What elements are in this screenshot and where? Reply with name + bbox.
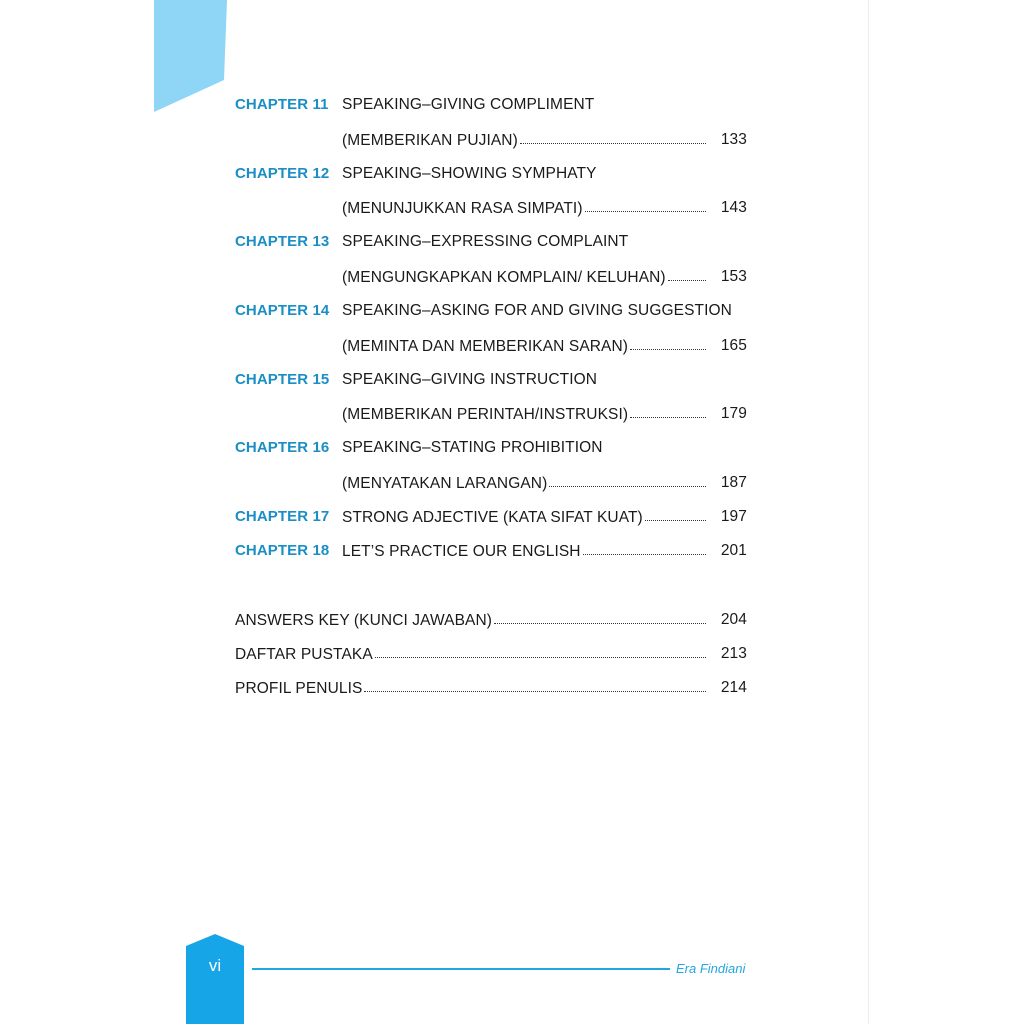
chapter-label: CHAPTER 18 <box>235 542 330 559</box>
toc-entry-text <box>342 128 708 152</box>
page-number-folio: vi <box>208 956 222 975</box>
toc-chapter-row[interactable] <box>0 162 1024 186</box>
toc-page-number: 133 <box>720 131 747 148</box>
toc-chapter-subtitle-row[interactable] <box>0 334 1024 358</box>
dot-leader <box>585 195 706 212</box>
toc-entry-title: (MENUNJUKKAN RASA SIMPATI) <box>342 200 583 217</box>
toc-chapter-row[interactable] <box>0 299 1024 323</box>
toc-page-number: 213 <box>720 645 747 662</box>
toc-chapter-subtitle-row[interactable] <box>0 402 1024 426</box>
toc-entry-text <box>342 334 708 358</box>
chapter-label: CHAPTER 17 <box>235 508 330 525</box>
toc-page-number: 187 <box>720 474 747 491</box>
toc-page-number: 214 <box>720 679 747 696</box>
toc-entry-title: LET’S PRACTICE OUR ENGLISH <box>342 543 581 560</box>
toc-back-matter-row[interactable] <box>0 642 1024 666</box>
toc-entry-text <box>342 265 708 289</box>
toc-page-number: 153 <box>720 268 747 285</box>
toc-page-number: 179 <box>720 405 747 422</box>
toc-entry-title: SPEAKING–SHOWING SYMPHATY <box>342 165 597 182</box>
toc-entry-title: (MEMINTA DAN MEMBERIKAN SARAN) <box>342 338 629 355</box>
toc-entry-title: SPEAKING–GIVING COMPLIMENT <box>342 96 595 113</box>
toc-chapter-subtitle-row[interactable] <box>0 265 1024 289</box>
toc-entry-text <box>235 642 708 666</box>
dot-leader <box>494 607 706 624</box>
footer-author: Era Findiani <box>676 961 746 976</box>
toc-entry-text <box>342 196 708 220</box>
chapter-label: CHAPTER 16 <box>235 439 330 456</box>
toc-entry-title: SPEAKING–STATING PROHIBITION <box>342 439 603 456</box>
toc-entry-text <box>235 608 708 632</box>
chapter-label: CHAPTER 13 <box>235 233 330 250</box>
chapter-label: CHAPTER 14 <box>235 302 330 319</box>
toc-chapter-row[interactable] <box>0 505 1024 529</box>
dot-leader <box>668 264 706 281</box>
toc-chapter-row[interactable] <box>0 230 1024 254</box>
footer-rule <box>252 968 670 970</box>
dot-leader <box>630 401 706 418</box>
toc-chapter-row[interactable] <box>0 539 1024 563</box>
toc-entry-title: DAFTAR PUSTAKA <box>235 646 373 663</box>
toc-page-number: 197 <box>720 508 747 525</box>
dot-leader <box>364 675 706 692</box>
toc-entry-text <box>342 505 708 529</box>
dot-leader <box>645 504 706 521</box>
toc-entry-title: SPEAKING–EXPRESSING COMPLAINT <box>342 233 629 250</box>
toc-entry-title: (MEMBERIKAN PERINTAH/INSTRUKSI) <box>342 406 629 423</box>
toc-entry-title: SPEAKING–ASKING FOR AND GIVING SUGGESTION <box>342 302 732 319</box>
toc-chapter-row[interactable] <box>0 368 1024 392</box>
toc-page-number: 165 <box>720 337 747 354</box>
dot-leader <box>583 538 706 555</box>
toc-chapter-subtitle-row[interactable] <box>0 128 1024 152</box>
toc-back-matter-row[interactable] <box>0 676 1024 700</box>
toc-entry-text <box>342 471 708 495</box>
toc-entry-text <box>342 539 708 563</box>
toc-page-number: 201 <box>720 542 747 559</box>
chapter-label: CHAPTER 11 <box>235 96 329 113</box>
dot-leader <box>375 641 706 658</box>
toc-entry-title: (MENGUNGKAPKAN KOMPLAIN/ KELUHAN) <box>342 269 666 286</box>
toc-chapter-subtitle-row[interactable] <box>0 196 1024 220</box>
toc-entry-title: SPEAKING–GIVING INSTRUCTION <box>342 371 598 388</box>
chapter-label: CHAPTER 12 <box>235 165 330 182</box>
toc-chapter-row[interactable] <box>0 436 1024 460</box>
toc-chapter-subtitle-row[interactable] <box>0 471 1024 495</box>
toc-entry-title: PROFIL PENULIS <box>235 680 363 697</box>
dot-leader <box>630 333 706 350</box>
toc-entry-title: STRONG ADJECTIVE (KATA SIFAT KUAT) <box>342 509 643 526</box>
dot-leader <box>549 470 706 487</box>
dot-leader <box>520 127 706 144</box>
toc-chapter-row[interactable] <box>0 93 1024 117</box>
toc-entry-text <box>235 676 708 700</box>
chapter-label: CHAPTER 15 <box>235 371 330 388</box>
folio-tab-decoration <box>186 934 244 1024</box>
toc-entry-title: (MEMBERIKAN PUJIAN) <box>342 132 518 149</box>
toc-page-number: 143 <box>720 199 747 216</box>
toc-entry-title: (MENYATAKAN LARANGAN) <box>342 475 548 492</box>
toc-entry-text <box>342 402 708 426</box>
toc-back-matter-row[interactable] <box>0 608 1024 632</box>
toc-page-number: 204 <box>720 611 747 628</box>
toc-entry-title: ANSWERS KEY (KUNCI JAWABAN) <box>235 612 493 629</box>
